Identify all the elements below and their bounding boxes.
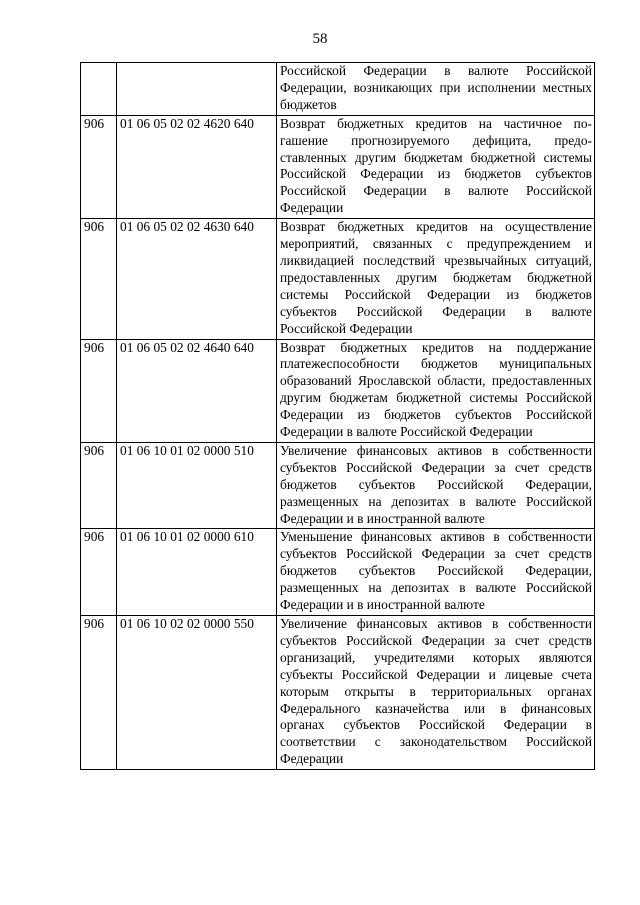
table-row xyxy=(81,339,595,442)
admin-code-cell: 906 xyxy=(81,529,117,616)
table-row xyxy=(81,219,595,339)
admin-code-cell: 906 xyxy=(81,442,117,529)
table-row xyxy=(81,616,595,770)
budget-classification-table xyxy=(80,62,595,770)
budget-code-cell: 01 06 10 02 02 0000 550 xyxy=(117,616,277,770)
table-row xyxy=(81,63,595,116)
description-cell: Увеличение финансовых активов в собственности субъектов Российской Федерации за счет средств организаций, учредителями которых являются субъекты Российской Федерации и лицевые счета которым открыты в территориальных органах Федерального казначейства или в финансовых органах субъектов Российской Федерации в соответствии с законодательством Российской Федерации xyxy=(277,616,595,770)
description-cell: Увеличение финансовых активов в собственности субъектов Российской Федерации за счет средств бюджетов субъектов Российской Федерации, размещенных на депозитах в валюте Российской Федерации и в иностранной валюте xyxy=(277,442,595,529)
description-cell: Уменьшение финансовых активов в собственности субъектов Российской Федерации за счет средств бюджетов субъектов Российской Федерации, размещенных на депозитах в валюте Российской Федерации и в иностранной валюте xyxy=(277,529,595,616)
budget-code-cell: 01 06 05 02 02 4640 640 xyxy=(117,339,277,442)
page-number: 58 xyxy=(312,31,328,47)
admin-code-cell: 906 xyxy=(81,115,117,218)
description-cell: Возврат бюджетных кредитов на осуществление мероприятий, связанных с предупреждением и ликвидацией последствий чрезвычайных ситуаций, предоставленных другим бюджетам бюджетной системы Российской Федерации из бюджетов субъектов Российской Федерации в валюте Российской Федерации xyxy=(277,219,595,339)
budget-code-cell: 01 06 05 02 02 4620 640 xyxy=(117,115,277,218)
admin-code-cell: 906 xyxy=(81,339,117,442)
admin-code-cell xyxy=(81,63,117,116)
table-row xyxy=(81,529,595,616)
table-row xyxy=(81,442,595,529)
description-cell: Российской Федерации в валюте Российской Федерации, возникающих при исполнении местных бюджетов xyxy=(277,63,595,116)
admin-code-cell: 906 xyxy=(81,219,117,339)
description-cell: Возврат бюджетных кредитов на поддержание платежеспособности бюджетов муниципальных образований Ярославской области, предоставленных другим бюджетам бюджетной системы Российской Федерации из бюджетов субъектов Российской Федерации в валюте Российской Федерации xyxy=(277,339,595,442)
budget-code-cell xyxy=(117,63,277,116)
admin-code-cell: 906 xyxy=(81,616,117,770)
description-cell: Возврат бюджетных кредитов на частичное погашение прогнозируемого дефицита, предоставленных другим бюджетам бюджетной системы Российской Федерации из бюджетов субъектов Российской Федерации в валюте Российской Федерации xyxy=(277,115,595,218)
budget-code-cell: 01 06 10 01 02 0000 610 xyxy=(117,529,277,616)
budget-code-cell: 01 06 05 02 02 4630 640 xyxy=(117,219,277,339)
table-row xyxy=(81,115,595,218)
budget-code-cell: 01 06 10 01 02 0000 510 xyxy=(117,442,277,529)
